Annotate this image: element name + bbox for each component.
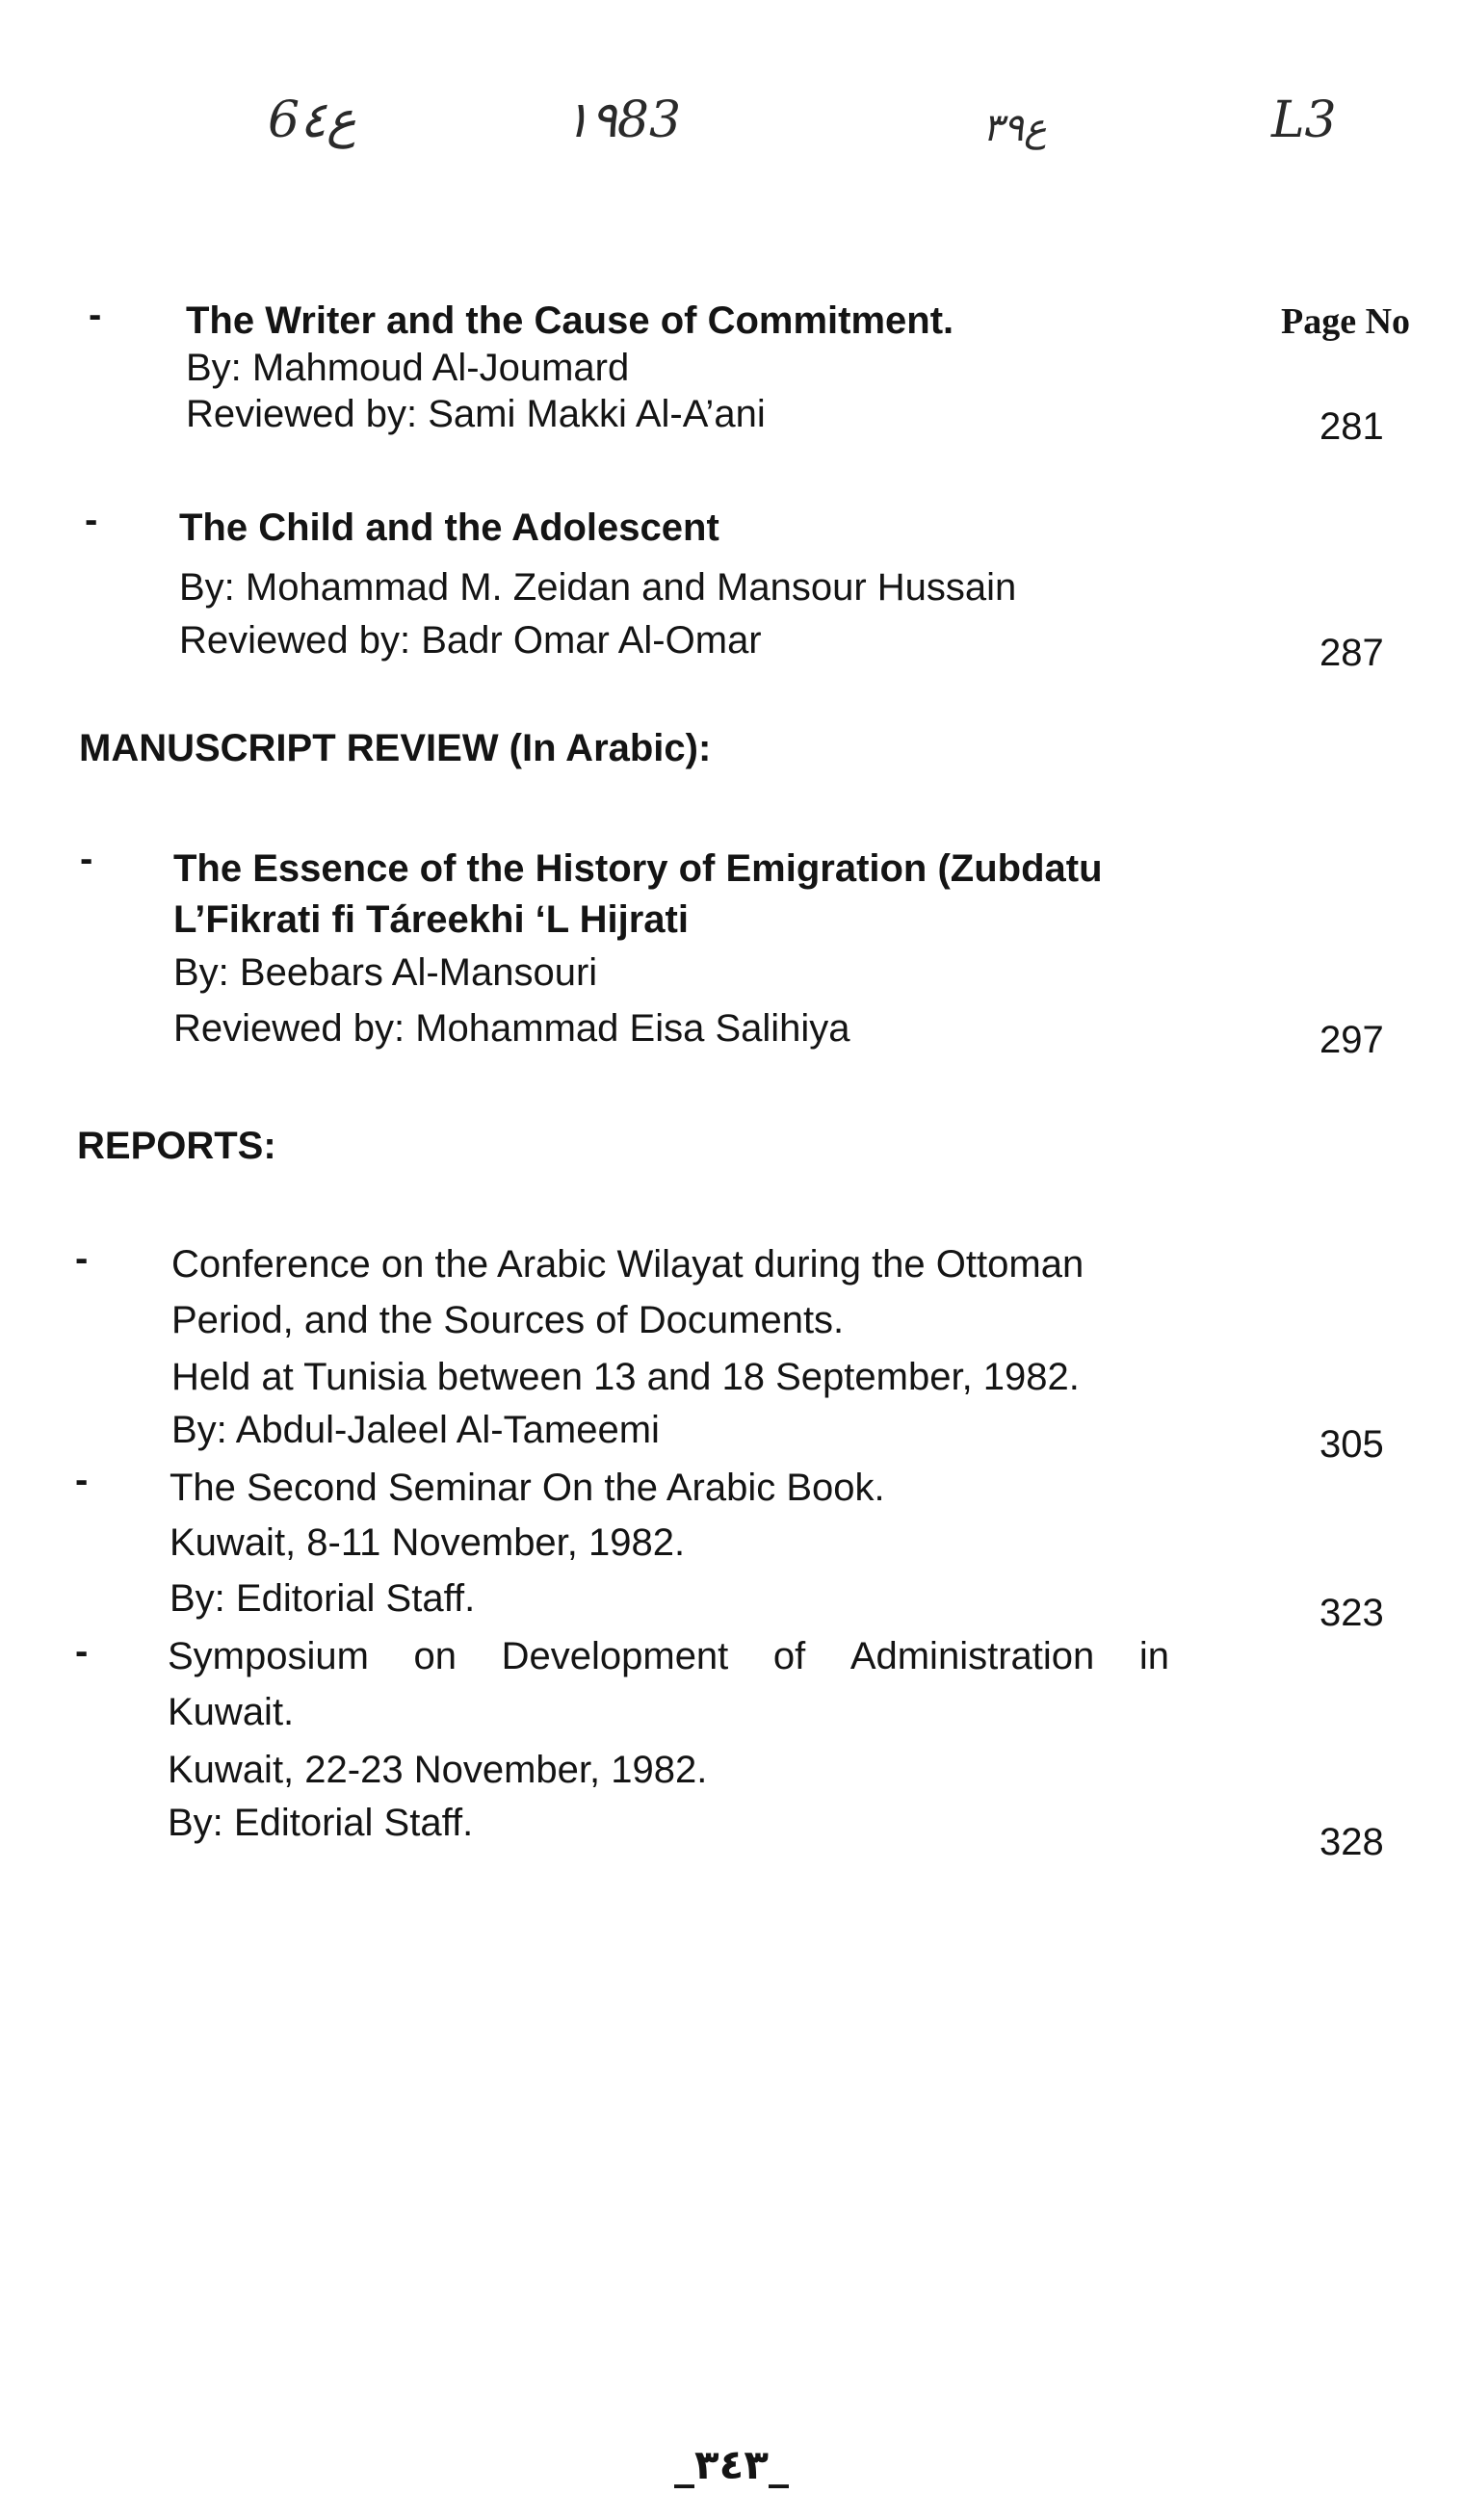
entry-dash: - <box>75 1237 89 1280</box>
entry-title-line-1: The Essence of the History of Emigration (Zubdatu <box>173 847 1103 890</box>
entry-dash: - <box>80 838 93 880</box>
entry-page-number: 281 <box>1319 405 1384 448</box>
entry-author: By: Mahmoud Al-Joumard <box>186 347 630 389</box>
section-heading-manuscript: MANUSCRIPT REVIEW (In Arabic): <box>79 727 712 769</box>
entry-dash: - <box>89 294 102 336</box>
title-word: Symposium <box>168 1635 369 1677</box>
entry-page-number: 297 <box>1319 1019 1384 1061</box>
entry-reviewer: Reviewed by: Mohammad Eisa Salihiya <box>173 1007 850 1050</box>
report-venue: Held at Tunisia between 13 and 18 September, 1982. <box>171 1356 1080 1398</box>
entry-title-line-2: L’Fikrati fi Táreekhi ‘L Hijrati <box>173 898 689 941</box>
title-word: in <box>1138 1635 1169 1677</box>
entry-reviewer: Reviewed by: Badr Omar Al-Omar <box>179 619 762 662</box>
entry-page-number: 328 <box>1319 1821 1384 1863</box>
entry-title: The Child and the Adolescent <box>179 507 719 549</box>
entry-page-number: 323 <box>1319 1592 1384 1634</box>
handwritten-note-4: L3 <box>1271 91 1337 149</box>
title-word: Development <box>501 1635 729 1677</box>
entry-author: By: Mohammad M. Zeidan and Mansour Hussain <box>179 566 1017 609</box>
report-title: The Second Seminar On the Arabic Book. <box>170 1467 885 1509</box>
report-venue: Kuwait, 22-23 November, 1982. <box>168 1749 708 1791</box>
handwritten-note-3: ع٣٩ <box>982 106 1047 150</box>
entry-author: By: Beebars Al-Mansouri <box>173 951 598 994</box>
entry-page-number: 305 <box>1319 1423 1384 1466</box>
entry-reviewer: Reviewed by: Sami Makki Al-A’ani <box>186 393 766 435</box>
report-author: By: Editorial Staff. <box>168 1802 474 1844</box>
report-author: By: Editorial Staff. <box>170 1577 476 1620</box>
entry-title: The Writer and the Cause of Commitment. <box>186 299 954 342</box>
report-author: By: Abdul-Jaleel Al-Tameemi <box>171 1409 660 1451</box>
report-venue: Kuwait, 8-11 November, 1982. <box>170 1521 686 1564</box>
entry-dash: - <box>75 1630 89 1673</box>
title-word: of <box>772 1635 806 1677</box>
entry-dash: - <box>75 1459 89 1501</box>
report-title-line-1 <box>168 1637 1169 1676</box>
report-title-line-2: Kuwait. <box>168 1691 295 1733</box>
entry-page-number: 287 <box>1319 632 1384 674</box>
page-no-header: Page No <box>1281 301 1411 342</box>
report-title-line-2: Period, and the Sources of Documents. <box>171 1299 845 1341</box>
title-word: Administration <box>849 1635 1095 1677</box>
handwritten-note-1: 6ع٤ <box>268 91 357 149</box>
footer-page-number: _٣٤٣_ <box>674 2441 789 2488</box>
title-word: on <box>413 1635 457 1677</box>
entry-dash: - <box>85 499 98 541</box>
section-heading-reports: REPORTS: <box>77 1125 276 1167</box>
handwritten-note-2: ١٩83 <box>563 91 682 149</box>
report-title-line-1: Conference on the Arabic Wilayat during the Ottoman <box>171 1243 1084 1286</box>
